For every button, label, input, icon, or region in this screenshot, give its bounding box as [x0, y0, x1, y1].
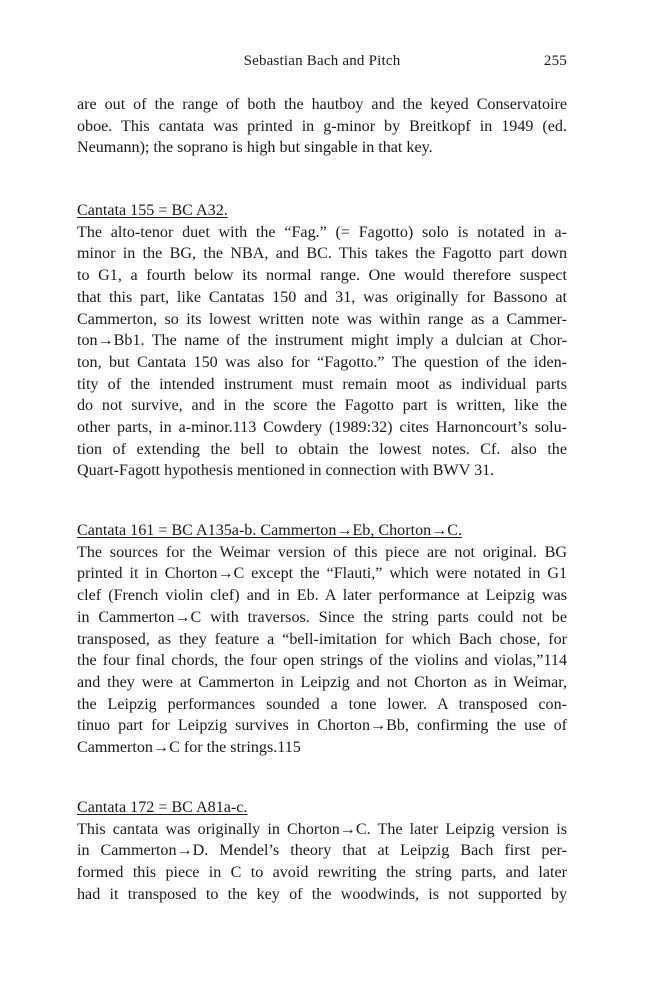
text-line: clef (French violin clef) and in Eb. A later performance at Leipzig was: [77, 587, 567, 605]
text-line: Cammerton→C for the strings.115: [77, 739, 301, 757]
text-line: in Cammerton→D. Mendel’s theory that at Leipzig Bach first per-: [77, 842, 567, 860]
text-line: that this part, like Cantatas 150 and 31, was originally for Bassono at: [77, 288, 567, 306]
section-cantata-172: [77, 797, 567, 906]
text-line: minor in the BG, the NBA, and BC. This takes the Fagotto part down: [77, 245, 567, 263]
text-line: oboe. This cantata was printed in g-minor by Breitkopf in 1949 (ed.: [77, 117, 567, 135]
text-line: ton→Bb1. The name of the instrument might imply a dulcian at Chor-: [77, 332, 567, 350]
text-line: and they were at Cammerton in Leipzig and not Chorton as in Weimar,: [77, 673, 567, 691]
section-cantata-161: [77, 520, 567, 759]
section-cantata-155: [77, 200, 567, 482]
text-line: printed it in Chorton→C except the “Flauti,” which were notated in G1: [77, 565, 567, 583]
text-line: in Cammerton→C with traversos. Since the string parts could not be: [77, 608, 567, 626]
text-line: to G1, a fourth below its normal range. One would therefore suspect: [77, 267, 567, 285]
text-line: transposed, as they feature a “bell-imitation for which Bach chose, for: [77, 630, 567, 648]
text-line: The alto-tenor duet with the “Fag.” (= Fagotto) solo is notated in a-: [77, 223, 567, 241]
text-line: ton, but Cantata 150 was also for “Fagotto.” The question of the iden-: [77, 353, 567, 371]
text-line: Neumann); the soprano is high but singable in that key.: [77, 139, 433, 157]
text-line: the Leipzig performances sounded a tone lower. A transposed con-: [77, 695, 567, 713]
text-line: The sources for the Weimar version of this piece are not original. BG: [77, 543, 567, 561]
text-line: are out of the range of both the hautboy and the keyed Conservatoire: [77, 96, 567, 113]
text-line: formed this piece in C to avoid rewriting the string parts, and later: [77, 864, 567, 882]
text-line: This cantata was originally in Chorton→C. The later Leipzig version is: [77, 820, 567, 838]
section-heading: Cantata 155 = BC A32.: [77, 202, 228, 219]
intro-paragraph: [77, 94, 567, 159]
text-line: tion of extending the bell to obtain the lowest notes. Cf. also the: [77, 440, 567, 458]
text-line: Cammerton, so its lowest written note was within range as a Cammer-: [77, 310, 567, 328]
text-line: tity of the intended instrument must remain moot as individual parts: [77, 375, 567, 393]
text-line: the four final chords, the four open strings of the violins and violas,”114: [77, 652, 567, 670]
text-line: do not survive, and in the score the Fagotto part is written, like the: [77, 397, 567, 415]
text-line: other parts, in a-minor.113 Cowdery (1989:32) cites Harnoncourt’s solu-: [77, 419, 567, 437]
running-head: [77, 53, 567, 75]
section-heading: Cantata 161 = BC A135a-b. Cammerton→Eb, Chorton→C.: [77, 522, 463, 539]
section-heading: Cantata 172 = BC A81a-c.: [77, 799, 248, 816]
text-line: tinuo part for Leipzig survives in Chorton→Bb, confirming the use of: [77, 717, 567, 735]
running-title: Sebastian Bach and Pitch: [243, 53, 401, 69]
page-number: 255: [543, 53, 567, 69]
text-line: Quart-Fagott hypothesis mentioned in connection with BWV 31.: [77, 462, 495, 480]
text-line: had it transposed to the key of the woodwinds, is not supported by: [77, 885, 567, 903]
